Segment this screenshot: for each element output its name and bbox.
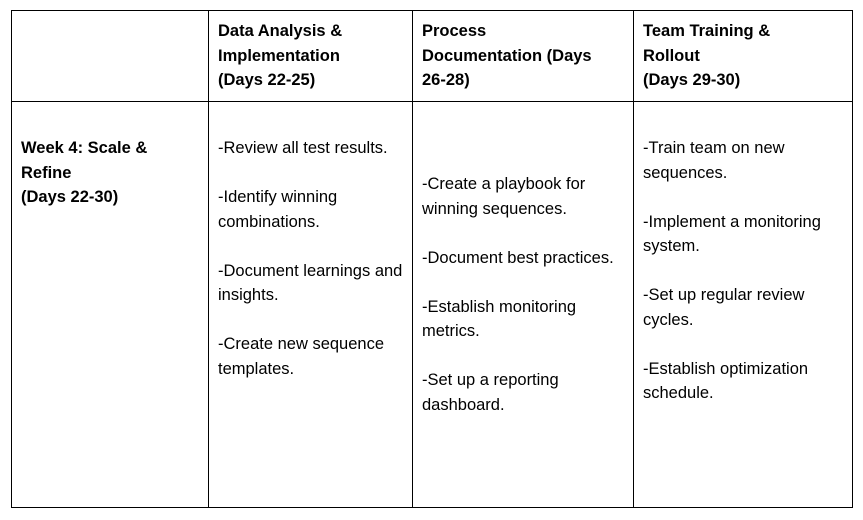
header-line: (Days 29-30) <box>643 71 741 89</box>
list-item: -Establish optimization schedule. <box>643 359 809 402</box>
list-item: -Review all test results. <box>218 139 388 157</box>
list-item: -Train team on new sequences. <box>643 139 785 182</box>
header-line: Data Analysis & <box>218 22 343 40</box>
column-divider <box>412 11 413 507</box>
cell-team-training-tasks <box>643 136 848 406</box>
column-divider <box>633 11 634 507</box>
header-process-documentation <box>422 19 632 93</box>
header-line: Team Training & <box>643 22 771 40</box>
list-item: -Document learnings and insights. <box>218 261 403 304</box>
row-label-week-4 <box>21 136 201 210</box>
row-label-line: (Days 22-30) <box>21 188 119 206</box>
header-line: Documentation (Days <box>422 46 592 65</box>
list-item: -Set up a reporting dashboard. <box>422 371 559 414</box>
list-item: -Implement a monitoring system. <box>643 212 821 255</box>
list-item: -Identify winning combinations. <box>218 188 338 231</box>
header-line: (Days 22-25) <box>218 71 316 89</box>
cell-data-analysis-tasks <box>218 136 406 381</box>
list-item: -Create a playbook for winning sequences. <box>422 175 586 218</box>
header-cell-empty <box>12 11 208 101</box>
list-item: -Create new sequence templates. <box>218 335 385 378</box>
header-line: Rollout <box>643 46 700 65</box>
plan-table <box>11 10 853 508</box>
header-line: Process <box>422 22 487 40</box>
header-team-training <box>643 19 848 93</box>
list-item: -Set up regular review cycles. <box>643 286 805 329</box>
header-data-analysis <box>218 19 408 93</box>
list-item: -Document best practices. <box>422 248 614 267</box>
header-line: Implementation <box>218 46 340 65</box>
list-item: -Establish monitoring metrics. <box>422 297 577 340</box>
cell-process-documentation-tasks <box>422 172 622 417</box>
row-label-line: Refine <box>21 163 72 182</box>
column-divider <box>208 11 209 507</box>
header-line: 26-28) <box>422 71 470 89</box>
row-label-line: Week 4: Scale & <box>21 139 148 157</box>
row-divider <box>12 101 852 102</box>
